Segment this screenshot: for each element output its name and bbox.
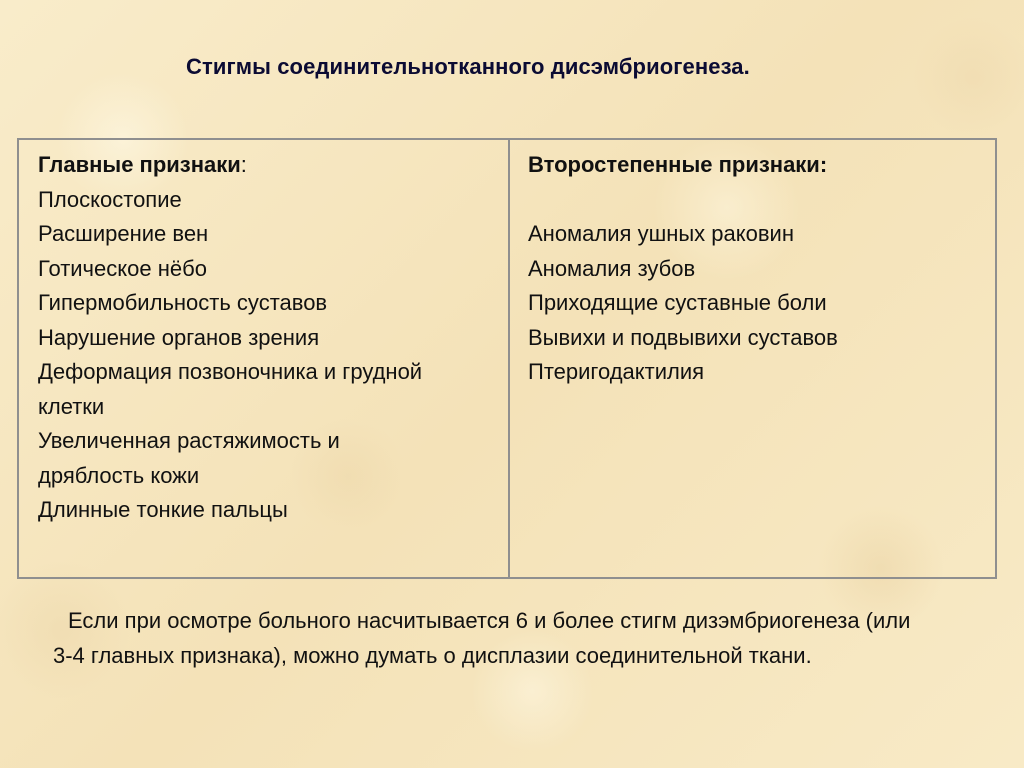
main-signs-header-colon: :: [240, 152, 247, 177]
main-sign-item: Нарушение органов зрения: [38, 324, 320, 350]
secondary-signs-column: [510, 140, 995, 577]
main-sign-item: Готическое нёбо: [38, 255, 207, 281]
secondary-signs-list: [528, 217, 985, 390]
slide-title: Стигмы соединительнотканного дисэмбриогенеза.: [186, 54, 750, 79]
conclusion-note: Если при осмотре больного насчитывается 6 и более стигм дизэмбриогенеза (или 3-4 главных признака), можно думать о дисплазии соединительной ткани.: [53, 608, 911, 668]
main-sign-item: Плоскостопие: [38, 186, 182, 212]
main-signs-list: [38, 183, 438, 528]
header-spacer: [528, 183, 985, 218]
secondary-sign-item: Аномалия зубов: [528, 255, 696, 281]
main-sign-item: Длинные тонкие пальцы: [38, 497, 288, 522]
main-signs-column: [19, 140, 510, 577]
secondary-signs-header: Второстепенные признаки:: [528, 152, 828, 177]
main-sign-item: Расширение вен: [38, 221, 209, 246]
criteria-table: [17, 138, 997, 579]
secondary-sign-item: Аномалия ушных раковин: [528, 221, 794, 246]
main-sign-item: Деформация позвоночника и грудной клетки: [38, 359, 423, 419]
main-sign-item: Увеличенная растяжимость и дряблость кожи: [38, 428, 340, 488]
main-signs-header-text: Главные признаки: [38, 152, 241, 177]
main-signs-header: [38, 148, 438, 183]
main-sign-item: Гипермобильность суставов: [38, 290, 328, 315]
secondary-sign-item: Вывихи и подвывихи суставов: [528, 324, 838, 350]
secondary-sign-item: Приходящие суставные боли: [528, 290, 827, 315]
secondary-sign-item: Птеригодактилия: [528, 359, 705, 384]
